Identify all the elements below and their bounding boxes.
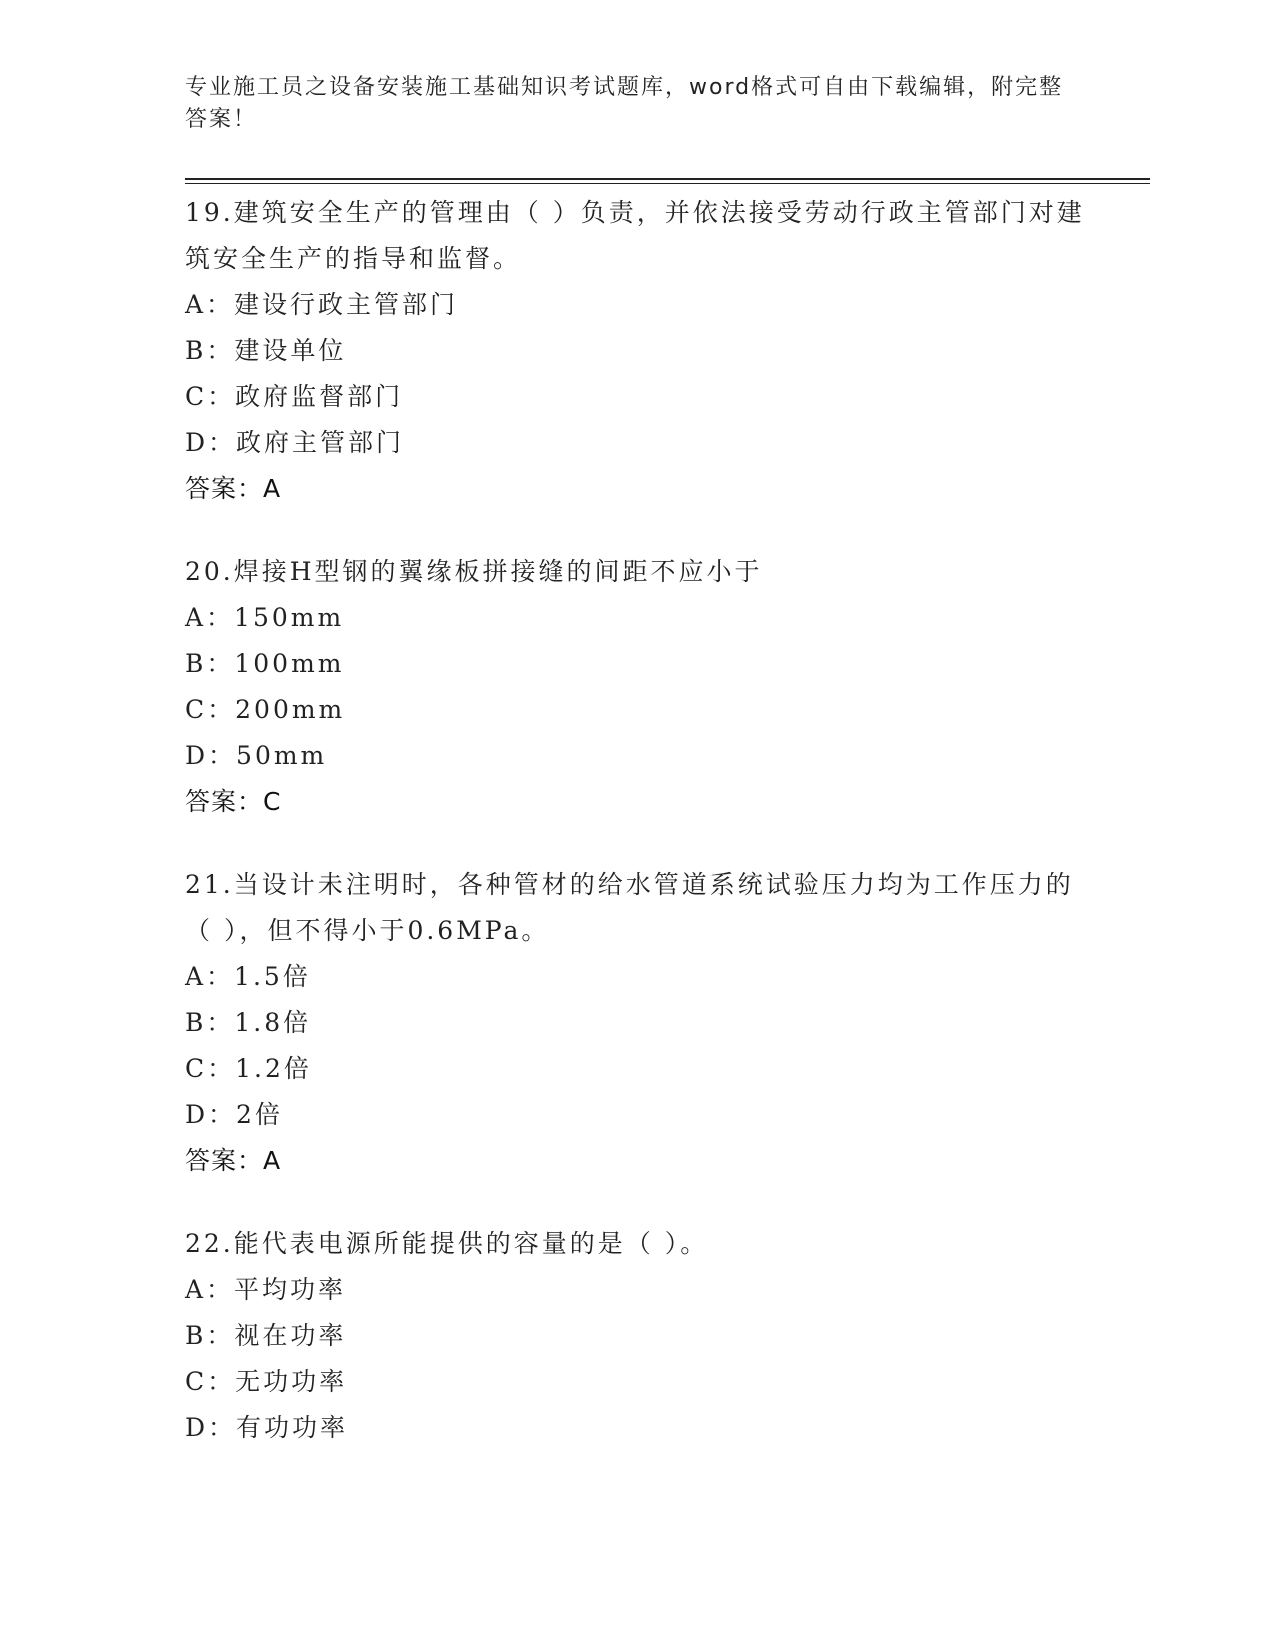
header-rule-thick xyxy=(185,178,1150,180)
option-a: A：建设行政主管部门 xyxy=(185,290,459,319)
option-c: C：无功功率 xyxy=(185,1367,348,1396)
option-b: B：1.8倍 xyxy=(185,1008,312,1037)
option-b: B：100mm xyxy=(185,649,345,678)
answer: 答案：A xyxy=(185,474,282,503)
header-rule-thin xyxy=(185,183,1150,184)
question-text: 21.当设计未注明时，各种管材的给水管道系统试验压力均为工作压力的（ ），但不得小于0.6MPa。 xyxy=(185,870,1074,945)
option-d: D：政府主管部门 xyxy=(185,428,405,457)
question-text: 19.建筑安全生产的管理由（ ）负责，并依法接受劳动行政主管部门对建筑安全生产的指导和监督。 xyxy=(185,198,1085,273)
question-21 xyxy=(185,862,1085,1184)
question-list xyxy=(185,190,1085,1488)
question-19 xyxy=(185,190,1085,512)
answer: 答案：A xyxy=(185,1146,282,1175)
question-22 xyxy=(185,1221,1085,1451)
option-d: D：有功功率 xyxy=(185,1413,349,1442)
option-c: C：200mm xyxy=(185,695,346,724)
option-b: B：建设单位 xyxy=(185,336,347,365)
answer: 答案：C xyxy=(185,787,282,816)
option-c: C：1.2倍 xyxy=(185,1054,312,1083)
option-d: D：2倍 xyxy=(185,1100,283,1129)
question-20 xyxy=(185,549,1085,825)
document-header: 专业施工员之设备安装施工基础知识考试题库，word格式可自由下载编辑，附完整答案！ xyxy=(185,75,1064,132)
option-a: A：150mm xyxy=(185,603,345,632)
option-b: B：视在功率 xyxy=(185,1321,347,1350)
option-c: C：政府监督部门 xyxy=(185,382,404,411)
option-a: A：1.5倍 xyxy=(185,962,311,991)
option-d: D：50mm xyxy=(185,741,328,770)
option-a: A：平均功率 xyxy=(185,1275,347,1304)
question-text: 22.能代表电源所能提供的容量的是（ ）。 xyxy=(185,1229,709,1258)
question-text: 20.焊接H型钢的翼缘板拼接缝的间距不应小于 xyxy=(185,557,763,586)
